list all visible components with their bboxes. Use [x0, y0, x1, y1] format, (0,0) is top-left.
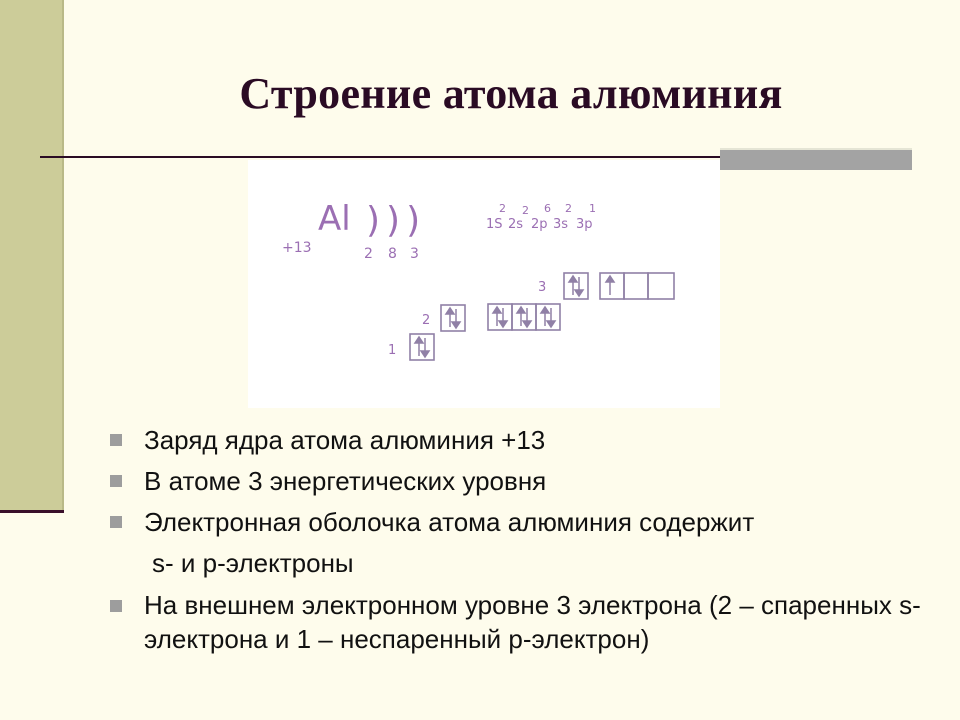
- electron-unpaired-3p: [606, 276, 614, 295]
- config-sup-1s: 2: [499, 202, 506, 215]
- electron-pair-2s: [446, 308, 460, 328]
- bullet-item: [108, 502, 928, 543]
- shell-count-3: 3: [410, 246, 419, 262]
- orbital-1s-box: [410, 334, 434, 360]
- config-sup-2p: 6: [544, 202, 551, 215]
- config-orbital-1s: 1S: [486, 217, 503, 232]
- bullet-marker: [110, 516, 122, 528]
- bullet-item: [108, 420, 928, 461]
- config-sup-3s: 2: [565, 202, 572, 215]
- bullet-marker: [110, 475, 122, 487]
- nuclear-charge: +13: [282, 240, 312, 256]
- level-label-3: 3: [538, 280, 547, 295]
- bullet-list: [108, 420, 928, 656]
- config-orbital-2s: 2s: [508, 217, 524, 232]
- orbital-3p-box: [600, 273, 624, 299]
- orbital-3p-box: [624, 273, 648, 299]
- bullet-continuation: [108, 543, 928, 584]
- electron-pair-1s: [415, 337, 429, 357]
- sidebar-decoration: [0, 0, 64, 512]
- title-rule-accent: [720, 148, 912, 170]
- orbital-3p-box: [648, 273, 674, 299]
- orbital-2p-box: [512, 304, 536, 330]
- electron-pair-2p: [493, 307, 507, 327]
- config-orbital-3p: 3p: [576, 217, 593, 232]
- bullet-marker: [110, 434, 122, 446]
- electron-configuration: [486, 202, 596, 232]
- electron-pair-2p: [517, 307, 531, 327]
- config-orbital-2p: 2p: [531, 217, 548, 232]
- bullet-text: Электронная оболочка атома алюминия содержит: [144, 507, 755, 537]
- title-rule: [40, 156, 720, 158]
- bullet-text: s- и р-электроны: [152, 548, 354, 578]
- config-sup-2s: 2: [522, 204, 529, 217]
- bullet-marker: [110, 600, 122, 612]
- electron-shells: ))): [366, 200, 427, 241]
- bullet-item: [108, 588, 928, 656]
- orbital-2s-box: [441, 305, 465, 331]
- electron-pair-3s: [569, 276, 583, 296]
- electron-pair-2p: [541, 307, 555, 327]
- electron-diagram: [248, 160, 720, 408]
- bullet-text: В атоме 3 энергетических уровня: [144, 466, 547, 496]
- level-label-2: 2: [422, 313, 431, 328]
- sidebar-edge: [0, 510, 64, 513]
- shell-count-1: 2: [364, 246, 373, 262]
- orbital-2p-box: [488, 304, 512, 330]
- config-sup-3p: 1: [589, 202, 596, 215]
- orbital-3s-box: [564, 273, 588, 299]
- element-symbol: Al: [318, 199, 351, 239]
- orbital-2p-box: [536, 304, 560, 330]
- diagram-svg: [248, 160, 720, 408]
- bullet-item: [108, 461, 928, 502]
- level-label-1: 1: [388, 343, 397, 358]
- shell-count-2: 8: [388, 246, 397, 262]
- bullet-text: На внешнем электронном уровне 3 электрона (2 – спаренных s-электрона и 1 – неспаренный р-электрон): [144, 590, 921, 654]
- slide-title: Строение атома алюминия: [239, 69, 783, 118]
- bullet-text: Заряд ядра атома алюминия +13: [144, 425, 546, 455]
- config-orbital-3s: 3s: [553, 217, 569, 232]
